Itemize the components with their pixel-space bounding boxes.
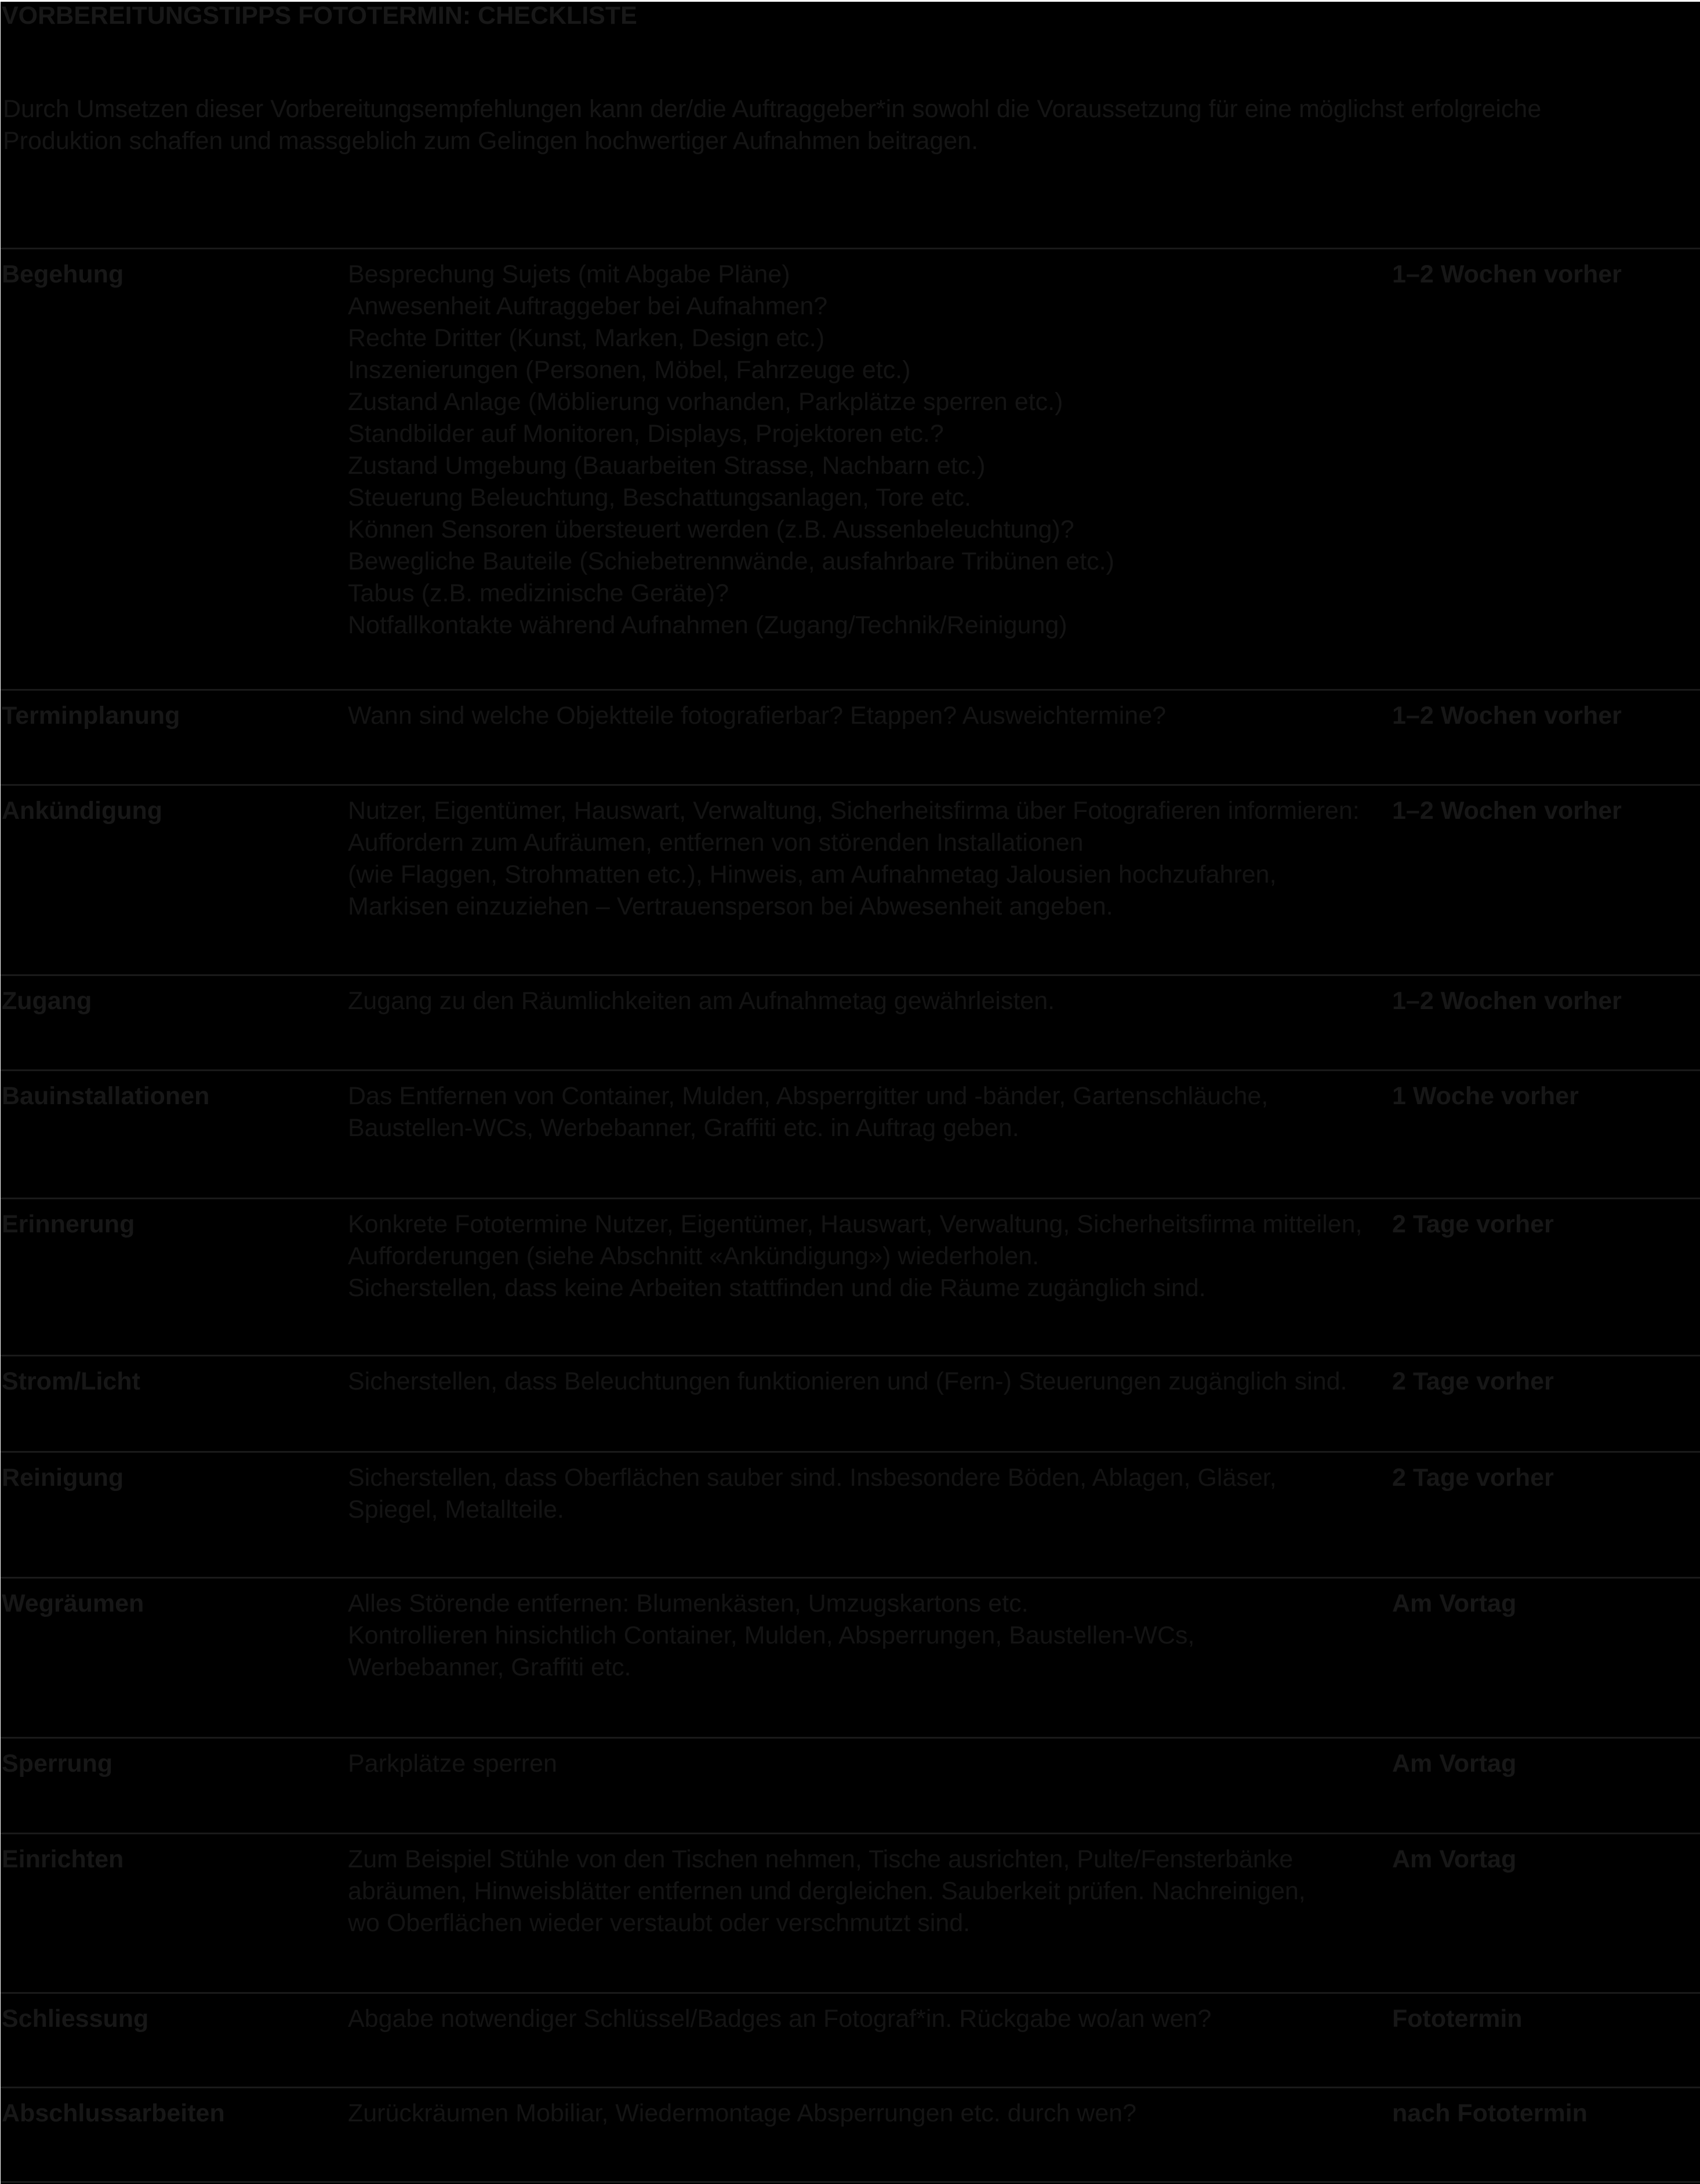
row-description — [348, 2098, 1380, 2129]
page-title: VORBEREITUNGSTIPPS FOTOTERMIN: CHECKLISTE — [2, 2, 637, 30]
row-timing: Am Vortag — [1392, 1845, 1517, 1873]
checklist-row — [1, 1833, 1700, 1992]
row-timing: Am Vortag — [1392, 1590, 1517, 1617]
description-line: Wann sind welche Objektteile fotografierbar? Etappen? Ausweichtermine? — [348, 702, 1167, 730]
row-timing: 1 Woche vorher — [1392, 1082, 1579, 1110]
description-line: Können Sensoren übersteuert werden (z.B. Aussenbeleuchtung)? — [348, 516, 1074, 543]
description-line: Bewegliche Bauteile (Schiebetrennwände, ausfahrbare Tribünen etc.) — [348, 547, 1114, 575]
row-timing: Am Vortag — [1392, 1750, 1517, 1777]
row-label: Zugang — [2, 987, 92, 1015]
description-line: Nutzer, Eigentümer, Hauswart, Verwaltung, Sicherheitsfirma über Fotografieren informieren: — [348, 797, 1360, 825]
description-line: Das Entfernen von Container, Mulden, Absperrgitter und -bänder, Gartenschläuche, — [348, 1082, 1269, 1110]
row-label: Schliessung — [2, 2005, 149, 2033]
description-line: Anwesenheit Auftraggeber bei Aufnahmen? — [348, 292, 828, 320]
row-label: Ankündigung — [2, 797, 163, 825]
description-line: Zurückräumen Mobiliar, Wiedermontage Absperrungen etc. durch wen? — [348, 2099, 1136, 2127]
row-description — [348, 985, 1380, 1017]
row-description — [348, 1844, 1380, 1939]
row-label: Strom/Licht — [2, 1367, 140, 1395]
description-line: Tabus (z.B. medizinische Geräte)? — [348, 579, 729, 607]
row-label: Abschlussarbeiten — [2, 2099, 225, 2127]
row-description — [348, 700, 1380, 732]
description-line: Markisen einzuziehen – Vertrauensperson bei Abwesenheit angeben. — [348, 893, 1113, 920]
description-line: Notfallkontakte während Aufnahmen (Zugang/Technik/Reinigung) — [348, 611, 1067, 639]
description-line: Auffordern zum Aufräumen, entfernen von störenden Installationen — [348, 829, 1084, 857]
checklist-row — [1, 1992, 1700, 2087]
description-line: Spiegel, Metallteile. — [348, 1496, 564, 1523]
description-line: Zum Beispiel Stühle von den Tischen nehmen, Tische ausrichten, Pulte/Fensterbänke — [348, 1845, 1294, 1873]
row-description — [348, 259, 1380, 641]
row-description — [348, 1588, 1380, 1684]
description-line: Abgabe notwendiger Schlüssel/Badges an Fotograf*in. Rückgabe wo/an wen? — [348, 2005, 1212, 2033]
intro-line: Produktion schaffen und massgeblich zum Gelingen hochwertiger Aufnahmen beitragen. — [3, 127, 979, 155]
description-line: Parkplätze sperren — [348, 1750, 557, 1777]
row-timing: 1–2 Wochen vorher — [1392, 260, 1622, 288]
row-timing: 1–2 Wochen vorher — [1392, 702, 1622, 730]
description-line: Zustand Umgebung (Bauarbeiten Strasse, Nachbarn etc.) — [348, 452, 986, 480]
checklist-page — [1, 2, 1700, 2184]
row-description — [348, 1462, 1380, 1526]
row-label: Terminplanung — [2, 702, 180, 730]
description-line: Inszenierungen (Personen, Möbel, Fahrzeuge etc.) — [348, 356, 911, 384]
row-timing: 1–2 Wochen vorher — [1392, 797, 1622, 825]
checklist-row — [1, 1577, 1700, 1737]
checklist-row — [1, 1355, 1700, 1451]
description-line: Standbilder auf Monitoren, Displays, Projektoren etc.? — [348, 420, 944, 448]
intro-paragraph — [3, 93, 1626, 157]
checklist-row — [1, 974, 1700, 1069]
row-label: Einrichten — [2, 1845, 124, 1873]
description-line: Zugang zu den Räumlichkeiten am Aufnahmetag gewährleisten. — [348, 987, 1055, 1015]
description-line: Sicherstellen, dass Oberflächen sauber sind. Insbesondere Böden, Ablagen, Gläser, — [348, 1464, 1277, 1492]
description-line: Alles Störende entfernen: Blumenkästen, Umzugskartons etc. — [348, 1590, 1029, 1617]
description-line: wo Oberflächen wieder verstaubt oder verschmutzt sind. — [348, 1909, 971, 1937]
description-line: Werbebanner, Graffiti etc. — [348, 1653, 631, 1681]
row-description — [348, 1080, 1380, 1144]
row-timing: 2 Tage vorher — [1392, 1210, 1554, 1238]
description-line: Aufforderungen (siehe Abschnitt «Ankündigung») wiederholen. — [348, 1242, 1040, 1270]
row-description — [348, 1748, 1380, 1780]
description-line: Sicherstellen, dass keine Arbeiten stattfinden und die Räume zugänglich sind. — [348, 1274, 1206, 1302]
checklist-row — [1, 1198, 1700, 1355]
description-line: Steuerung Beleuchtung, Beschattungsanlagen, Tore etc. — [348, 484, 971, 511]
description-line: Besprechung Sujets (mit Abgabe Pläne) — [348, 260, 790, 288]
row-label: Erinnerung — [2, 1210, 135, 1238]
row-label: Bauinstallationen — [2, 1082, 210, 1110]
intro-line: Durch Umsetzen dieser Vorbereitungsempfehlungen kann der/die Auftraggeber*in sowohl die Voraussetzung für eine möglichst erfolgreiche — [3, 95, 1542, 123]
row-description — [348, 2003, 1380, 2035]
description-line: (wie Flaggen, Strohmatten etc.), Hinweis, am Aufnahmetag Jalousien hochzufahren, — [348, 861, 1277, 888]
checklist-row — [1, 1737, 1700, 1833]
row-timing: 1–2 Wochen vorher — [1392, 987, 1622, 1015]
checklist-row — [1, 1451, 1700, 1577]
row-label: Begehung — [2, 260, 124, 288]
row-description — [348, 1209, 1380, 1304]
row-description — [348, 795, 1380, 923]
row-description — [348, 1366, 1380, 1398]
checklist-row — [1, 1069, 1700, 1198]
row-label: Reinigung — [2, 1464, 124, 1492]
description-line: Konkrete Fototermine Nutzer, Eigentümer, Hauswart, Verwaltung, Sicherheitsfirma mitteilen, — [348, 1210, 1363, 1238]
checklist-row — [1, 248, 1700, 689]
checklist-row — [1, 784, 1700, 974]
description-line: Sicherstellen, dass Beleuchtungen funktionieren und (Fern-) Steuerungen zugänglich sind. — [348, 1367, 1347, 1395]
row-label: Wegräumen — [2, 1590, 144, 1617]
row-timing: 2 Tage vorher — [1392, 1367, 1554, 1395]
checklist-row — [1, 689, 1700, 784]
description-line: Baustellen-WCs, Werbebanner, Graffiti etc. in Auftrag geben. — [348, 1114, 1019, 1142]
checklist-row — [1, 2087, 1700, 2183]
row-timing: nach Fototermin — [1392, 2099, 1588, 2127]
description-line: Zustand Anlage (Möblierung vorhanden, Parkplätze sperren etc.) — [348, 388, 1063, 416]
description-line: Kontrollieren hinsichtlich Container, Mulden, Absperrungen, Baustellen-WCs, — [348, 1621, 1195, 1649]
description-line: abräumen, Hinweisblätter entfernen und dergleichen. Sauberkeit prüfen. Nachreinigen, — [348, 1877, 1306, 1905]
row-label: Sperrung — [2, 1750, 113, 1777]
row-timing: Fototermin — [1392, 2005, 1523, 2033]
description-line: Rechte Dritter (Kunst, Marken, Design etc.) — [348, 324, 825, 352]
row-timing: 2 Tage vorher — [1392, 1464, 1554, 1492]
